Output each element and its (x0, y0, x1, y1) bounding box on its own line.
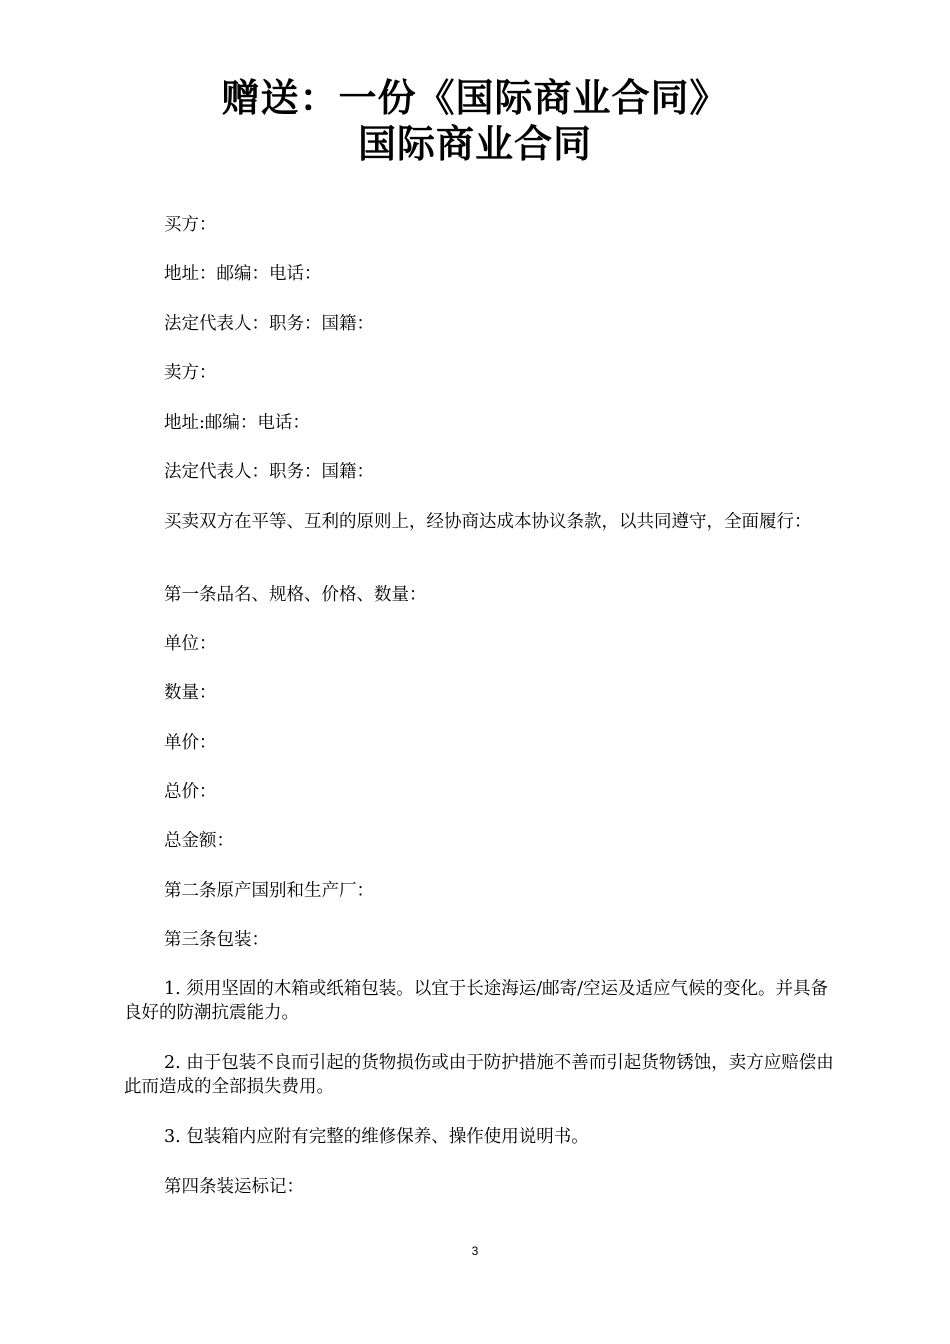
paragraph-article-4: 第四条装运标记： (164, 1177, 304, 1197)
paragraph-seller: 卖方： (164, 363, 217, 383)
paragraph-quantity: 数量： (164, 683, 217, 703)
page-number: 3 (471, 1244, 479, 1258)
paragraph-article-3: 第三条包装： (164, 930, 269, 950)
paragraph-seller-address: 地址:邮编：电话： (164, 413, 310, 433)
paragraph-buyer-address: 地址：邮编：电话： (164, 264, 322, 284)
paragraph-packing-item-3: 3. 包装箱内应附有完整的维修保养、操作使用说明书。 (164, 1127, 589, 1147)
paragraph-packing-item-1: 1. 须用坚固的木箱或纸箱包装。以宜于长途海运/邮寄/空运及适应气候的变化。并具备良好的防潮抗震能力。 (124, 979, 829, 1023)
paragraph-article-2: 第二条原产国别和生产厂： (164, 881, 374, 901)
paragraph-unit: 单位： (164, 634, 217, 654)
paragraph-total-price: 总价： (164, 782, 217, 802)
document-title-line-1: 赠送：一份《国际商业合同》 (221, 76, 729, 120)
paragraph-total-amount: 总金额： (164, 831, 234, 851)
paragraph-buyer-representative: 法定代表人：职务：国籍： (164, 314, 374, 334)
document-title-line-2: 国际商业合同 (357, 122, 592, 166)
paragraph-unit-price: 单价： (164, 733, 217, 753)
paragraph-seller-representative: 法定代表人：职务：国籍： (164, 462, 374, 482)
paragraph-buyer: 买方： (164, 215, 217, 235)
paragraph-article-1: 第一条品名、规格、价格、数量： (164, 585, 427, 605)
paragraph-agreement-intro: 买卖双方在平等、互利的原则上，经协商达成本协议条款，以共同遵守，全面履行： (164, 512, 812, 532)
paragraph-packing-item-2: 2. 由于包装不良而引起的货物损伤或由于防护措施不善而引起货物锈蚀，卖方应赔偿由此而造成的全部损失费用。 (124, 1053, 834, 1097)
